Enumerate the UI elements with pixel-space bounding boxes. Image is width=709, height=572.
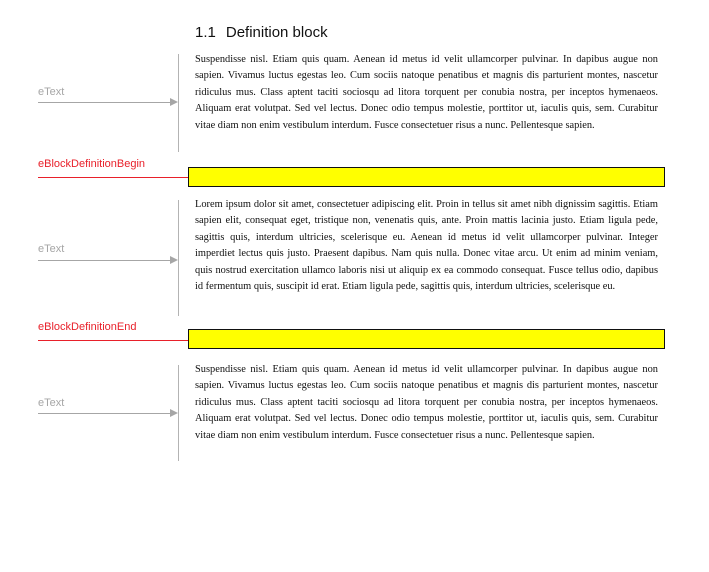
etext-label-1: eText	[38, 86, 65, 98]
etext-bracket-2	[178, 200, 179, 316]
section-heading	[195, 24, 328, 41]
block-definition-end-bar	[188, 329, 665, 349]
section-number: 1.1	[195, 24, 216, 41]
etext-bracket-1	[178, 54, 179, 152]
etext-label-2: eText	[38, 243, 65, 255]
etext-bracket-3	[178, 365, 179, 461]
section-title: Definition block	[225, 24, 328, 41]
paragraph-3: Suspendisse nisl. Etiam quis quam. Aenean id metus id velit ullamcorper pulvinar. In dapibus augue non sapien. Vivamus luctus egestas leo. Cum sociis natoque penatibus et magnis dis parturient montes, nascetur ridiculus mus. Class aptent taciti sociosqu ad litora torquent per conubia nostra, per inceptos hymenaeos. Aliquam erat volutpat. Sed vel lectus. Donec odio tempus molestie, porttitor ut, iaculis quis, sem. Curabitur vitae diam non enim vestibulum interdum. Fusce consectetuer risus a nunc. Pellentesque sapien.	[195, 364, 658, 441]
block-definition-begin-label: eBlockDefinitionBegin	[38, 158, 146, 170]
block-definition-end-label: eBlockDefinitionEnd	[38, 321, 137, 333]
paragraph-2: Lorem ipsum dolor sit amet, consectetuer adipiscing elit. Proin in tellus sit amet nibh dignissim sagittis. Etiam sapien elit, consequat eget, tristique non, venenatis quis, ante. Proin mattis lacinia justo. Etiam ligula pede, sagittis quis, interdum ultricies, scelerisque eu. Aenean id metus id velit ullamcorper pulvinar. Integer imperdiet lectus quis justo. Praesent dapibus. Nam quis nulla. Donec vitae arcu. Ut enim ad minim veniam, quis nostrud exercitation ullamco laboris nisi ut aliquip ex ea commodo consequat. Fusce tellus odio, dapibus id fermentum quis, suscipit id erat. Etiam ligula pede, sagittis quis, interdum ultricies, scelerisque eu.	[195, 199, 658, 293]
paragraph-1: Suspendisse nisl. Etiam quis quam. Aenean id metus id velit ullamcorper pulvinar. In dapibus augue non sapien. Vivamus luctus egestas leo. Cum sociis natoque penatibus et magnis dis parturient montes, nascetur ridiculus mus. Class aptent taciti sociosqu ad litora torquent per conubia nostra, per inceptos hymenaeos. Aliquam erat volutpat. Sed vel lectus. Donec odio tempus molestie, porttitor ut, iaculis quis, sem. Curabitur vitae diam non enim vestibulum interdum. Fusce consectetuer risus a nunc. Pellentesque sapien.	[195, 54, 658, 131]
block-definition-begin-bar	[188, 167, 665, 187]
etext-label-3: eText	[38, 397, 65, 409]
